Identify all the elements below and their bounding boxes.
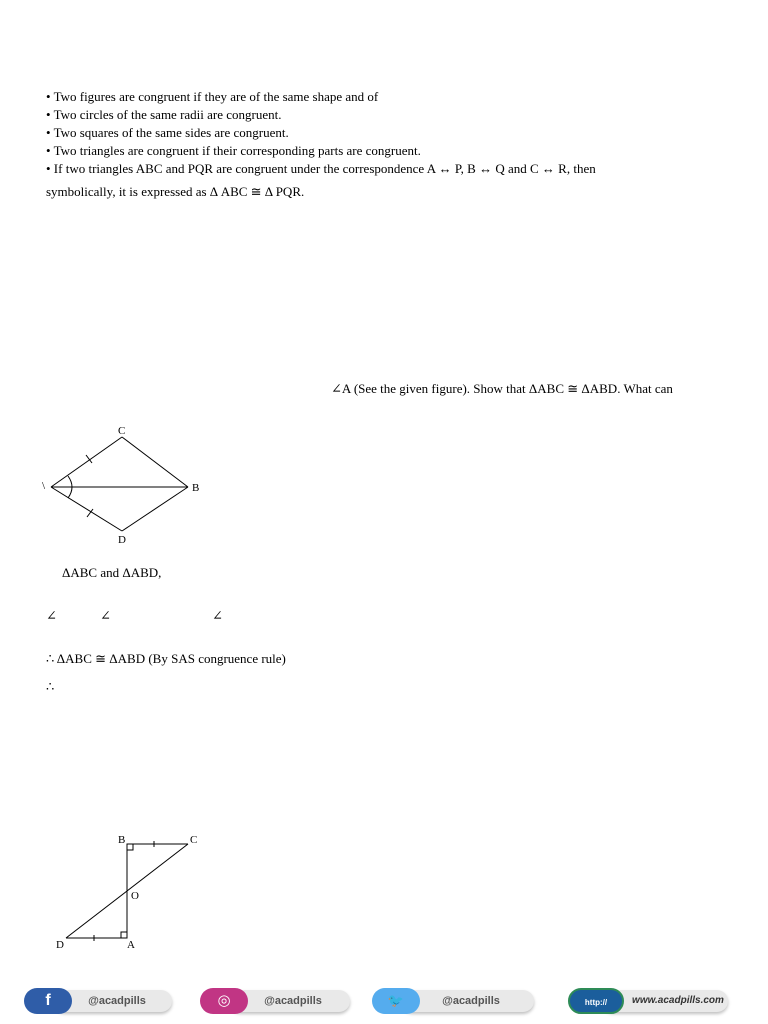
label-a2: A: [127, 939, 135, 951]
figure-1-diagram: [38, 418, 218, 550]
solution-conclusion: ∴ ΔABC ≅ ΔABD (By SAS congruence rule): [46, 651, 286, 666]
label-b2: B: [118, 834, 126, 846]
label-c: C: [118, 425, 126, 437]
instagram-icon: ◎: [200, 988, 248, 1014]
instagram-link[interactable]: [200, 988, 352, 1014]
question-text: ∠A (See the given figure). Show that ΔABC ≅ ΔABD. What can: [331, 381, 673, 396]
label-c2: C: [190, 834, 198, 846]
therefore-symbol: ∴: [46, 679, 55, 694]
label-a: \: [42, 480, 46, 492]
instagram-handle: @acadpills: [264, 995, 322, 1007]
right-angle-b: [127, 844, 133, 850]
facebook-handle: @acadpills: [88, 995, 146, 1007]
twitter-link[interactable]: [372, 988, 536, 1014]
bullet-1: • Two figures are congruent if they are of the same shape and of: [46, 89, 379, 104]
website-link[interactable]: [568, 988, 730, 1014]
segment-da: [51, 487, 122, 531]
angle-mark-2: ∠: [100, 608, 111, 623]
facebook-link[interactable]: [24, 988, 174, 1014]
figure-2-diagram: [50, 828, 210, 954]
label-o: O: [131, 890, 139, 902]
bullet-5: • If two triangles ABC and PQR are congruent under the correspondence A ↔ P, B ↔ Q and C ↔ R, then: [46, 161, 596, 176]
angle-mark-3: ∠: [212, 608, 223, 623]
right-angle-a: [121, 932, 127, 938]
web-icon: http://: [568, 988, 624, 1014]
bullet-3: • Two squares of the same sides are congruent.: [46, 125, 289, 140]
label-d2: D: [56, 939, 64, 951]
facebook-icon: f: [24, 988, 72, 1014]
bullet-2: • Two circles of the same radii are congruent.: [46, 107, 282, 122]
segment-cb: [122, 437, 188, 487]
angle-mark-1: ∠: [46, 608, 57, 623]
website-url: www.acadpills.com: [632, 995, 724, 1006]
label-d: D: [118, 534, 126, 546]
twitter-handle: @acadpills: [442, 995, 500, 1007]
bullet-5-continuation: symbolically, it is expressed as Δ ABC ≅ Δ PQR.: [46, 184, 305, 199]
bullet-4: • Two triangles are congruent if their corresponding parts are congruent.: [46, 143, 421, 158]
solution-triangles: ΔABC and ΔABD,: [62, 565, 162, 580]
segment-bd: [122, 487, 188, 531]
twitter-icon: 🐦: [372, 988, 420, 1014]
segment-ac: [51, 437, 122, 487]
label-b: B: [192, 482, 200, 494]
